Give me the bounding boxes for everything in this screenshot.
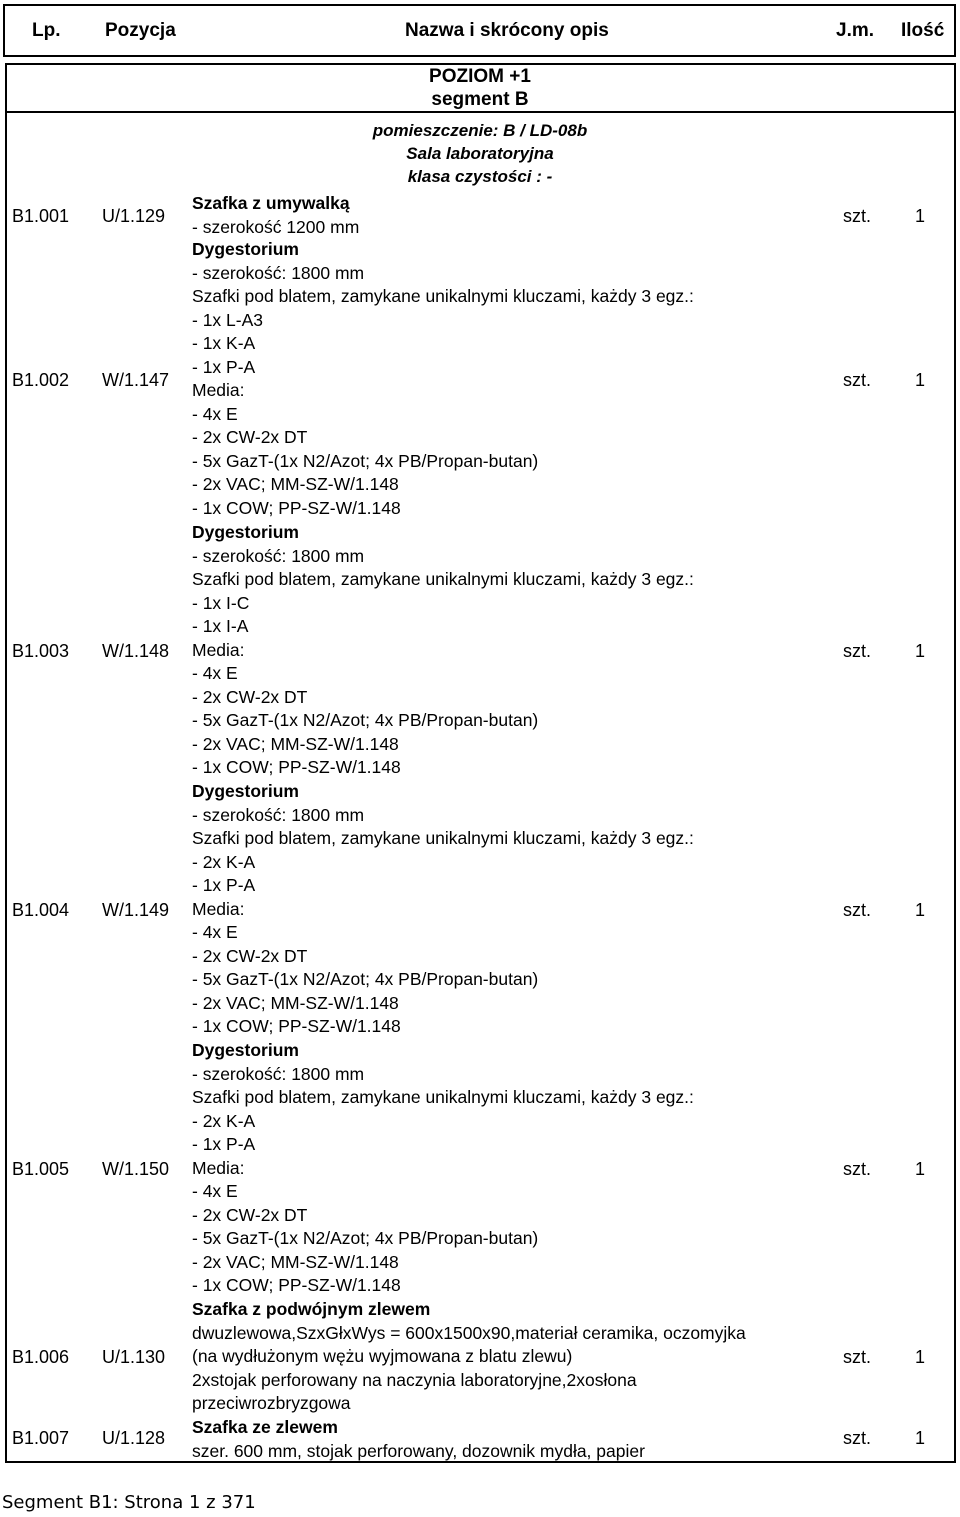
item-line: - szerokość: 1800 mm [192,1063,365,1084]
row-lp: B1.001 [12,206,70,226]
item-line: - 1x I-C [192,592,250,613]
page-footer: Segment B1: Strona 1 z 371 [2,1492,256,1513]
item-line: - 1x COW; PP-SZ-W/1.148 [192,1275,401,1295]
row-description [192,238,694,520]
header-jm: J.m. [836,20,875,41]
item-line: - 5x GazT-(1x N2/Azot; 4x PB/Propan-butan) [192,969,539,989]
item-line: (na wydłużonym wężu wyjmowana z blatu zlewu) [192,1346,573,1366]
table-left-border [5,63,7,1463]
row-description [192,780,694,1039]
item-line: - 5x GazT-(1x N2/Azot; 4x PB/Propan-butan) [192,450,539,471]
row-pozycja: U/1.129 [102,206,166,226]
item-line: - 5x GazT-(1x N2/Azot; 4x PB/Propan-butan) [192,710,539,730]
item-line: - szerokość: 1800 mm [192,545,365,566]
row-qty: 1 [915,1159,926,1179]
row-qty: 1 [915,900,926,920]
item-line: - 1x COW; PP-SZ-W/1.148 [192,497,401,518]
item-line: - 5x GazT-(1x N2/Azot; 4x PB/Propan-butan) [192,1228,539,1248]
table-header [3,4,956,57]
item-line: - 4x E [192,403,238,424]
item-line: dwuzlewowa,SzxGłxWys = 600x1500x90,materiał ceramika, oczomyjka [192,1322,746,1343]
item-line: - 2x CW-2x DT [192,945,308,966]
item-line: Media: [192,380,245,400]
item-line: Szafki pod blatem, zamykane unikalnymi kluczami, każdy 3 egz.: [192,1087,694,1107]
row-jm: szt. [843,1428,872,1448]
item-line: - 1x P-A [192,356,256,377]
cleanliness-class: klasa czystości : - [407,167,553,186]
row-qty: 1 [915,641,926,661]
header-pozycja: Pozycja [105,20,176,41]
row-description [192,1039,694,1298]
item-line: - 2x VAC; MM-SZ-W/1.148 [192,733,399,754]
row-qty: 1 [915,370,926,390]
row-pozycja: U/1.130 [102,1347,166,1367]
item-title: Dygestorium [192,239,299,259]
item-title: Szafka ze zlewem [192,1417,338,1437]
table-right-border [954,63,956,1463]
item-title: Dygestorium [192,522,299,542]
row-jm: szt. [843,1347,872,1367]
item-line: - 4x E [192,1181,238,1201]
row-pozycja: W/1.148 [102,641,170,661]
row-lp: B1.002 [12,370,70,390]
item-line: - 4x E [192,663,238,683]
item-line: Media: [192,639,245,660]
row-pozycja: W/1.147 [102,370,170,390]
row-lp: B1.004 [12,900,70,920]
row-jm: szt. [843,206,872,226]
item-line: - 2x VAC; MM-SZ-W/1.148 [192,1251,399,1272]
row-lp: B1.007 [12,1428,70,1448]
item-title: Dygestorium [192,1040,299,1060]
item-line: 2xstojak perforowany na naczynia laboratoryjne,2xosłona [192,1369,637,1390]
row-jm: szt. [843,900,872,920]
item-line: Media: [192,1157,245,1178]
row-lp: B1.003 [12,641,70,661]
row-description [192,1416,645,1463]
item-line: - 2x VAC; MM-SZ-W/1.148 [192,992,399,1013]
row-description [192,1298,746,1416]
item-line: - 1x P-A [192,875,256,895]
row-lp: B1.005 [12,1159,70,1179]
item-line: - 1x P-A [192,1134,256,1154]
item-line: - 2x K-A [192,1110,256,1131]
room-name: Sala laboratoryjna [406,144,554,163]
row-jm: szt. [843,1159,872,1179]
row-description [192,521,694,780]
segment-title: segment B [431,89,529,110]
item-line: Szafki pod blatem, zamykane unikalnymi kluczami, każdy 3 egz.: [192,569,694,589]
row-pozycja: W/1.150 [102,1159,170,1179]
item-line: Szafki pod blatem, zamykane unikalnymi kluczami, każdy 3 egz.: [192,828,694,848]
item-line: - szerokość: 1800 mm [192,804,365,825]
item-line: - 1x L-A3 [192,309,263,330]
header-nazwa: Nazwa i skrócony opis [405,20,609,41]
item-line: szer. 600 mm, stojak perforowany, dozownik mydła, papier [192,1440,645,1461]
level-title: POZIOM +1 [429,66,531,87]
row-jm: szt. [843,641,872,661]
item-line: - 1x COW; PP-SZ-W/1.148 [192,757,401,777]
item-title: Szafka z podwójnym zlewem [192,1299,431,1319]
row-description [192,192,359,239]
item-line: - szerokość 1200 mm [192,216,360,237]
item-line: Szafki pod blatem, zamykane unikalnymi kluczami, każdy 3 egz.: [192,286,694,306]
row-pozycja: W/1.149 [102,900,170,920]
item-line: Media: [192,898,245,919]
row-jm: szt. [843,370,872,390]
item-line: przeciwrozbryzgowa [192,1393,351,1413]
item-line: - 1x I-A [192,616,249,636]
row-qty: 1 [915,206,926,226]
item-line: - 1x K-A [192,333,256,353]
row-pozycja: U/1.128 [102,1428,166,1448]
section-divider [5,111,956,113]
item-line: - 2x K-A [192,851,256,872]
item-line: - 1x COW; PP-SZ-W/1.148 [192,1016,401,1036]
item-title: Dygestorium [192,781,299,801]
item-line: - 4x E [192,922,238,942]
item-line: - 2x VAC; MM-SZ-W/1.148 [192,474,399,494]
row-lp: B1.006 [12,1347,70,1367]
item-line: - 2x CW-2x DT [192,427,308,447]
row-qty: 1 [915,1428,926,1448]
header-lp: Lp. [32,20,61,41]
item-line: - 2x CW-2x DT [192,1204,308,1225]
item-line: - 2x CW-2x DT [192,686,308,707]
item-title: Szafka z umywalką [192,193,350,213]
room-id: pomieszczenie: B / LD-08b [372,121,588,140]
row-qty: 1 [915,1347,926,1367]
item-line: - szerokość: 1800 mm [192,262,365,283]
header-ilosc: Ilość [901,20,945,41]
